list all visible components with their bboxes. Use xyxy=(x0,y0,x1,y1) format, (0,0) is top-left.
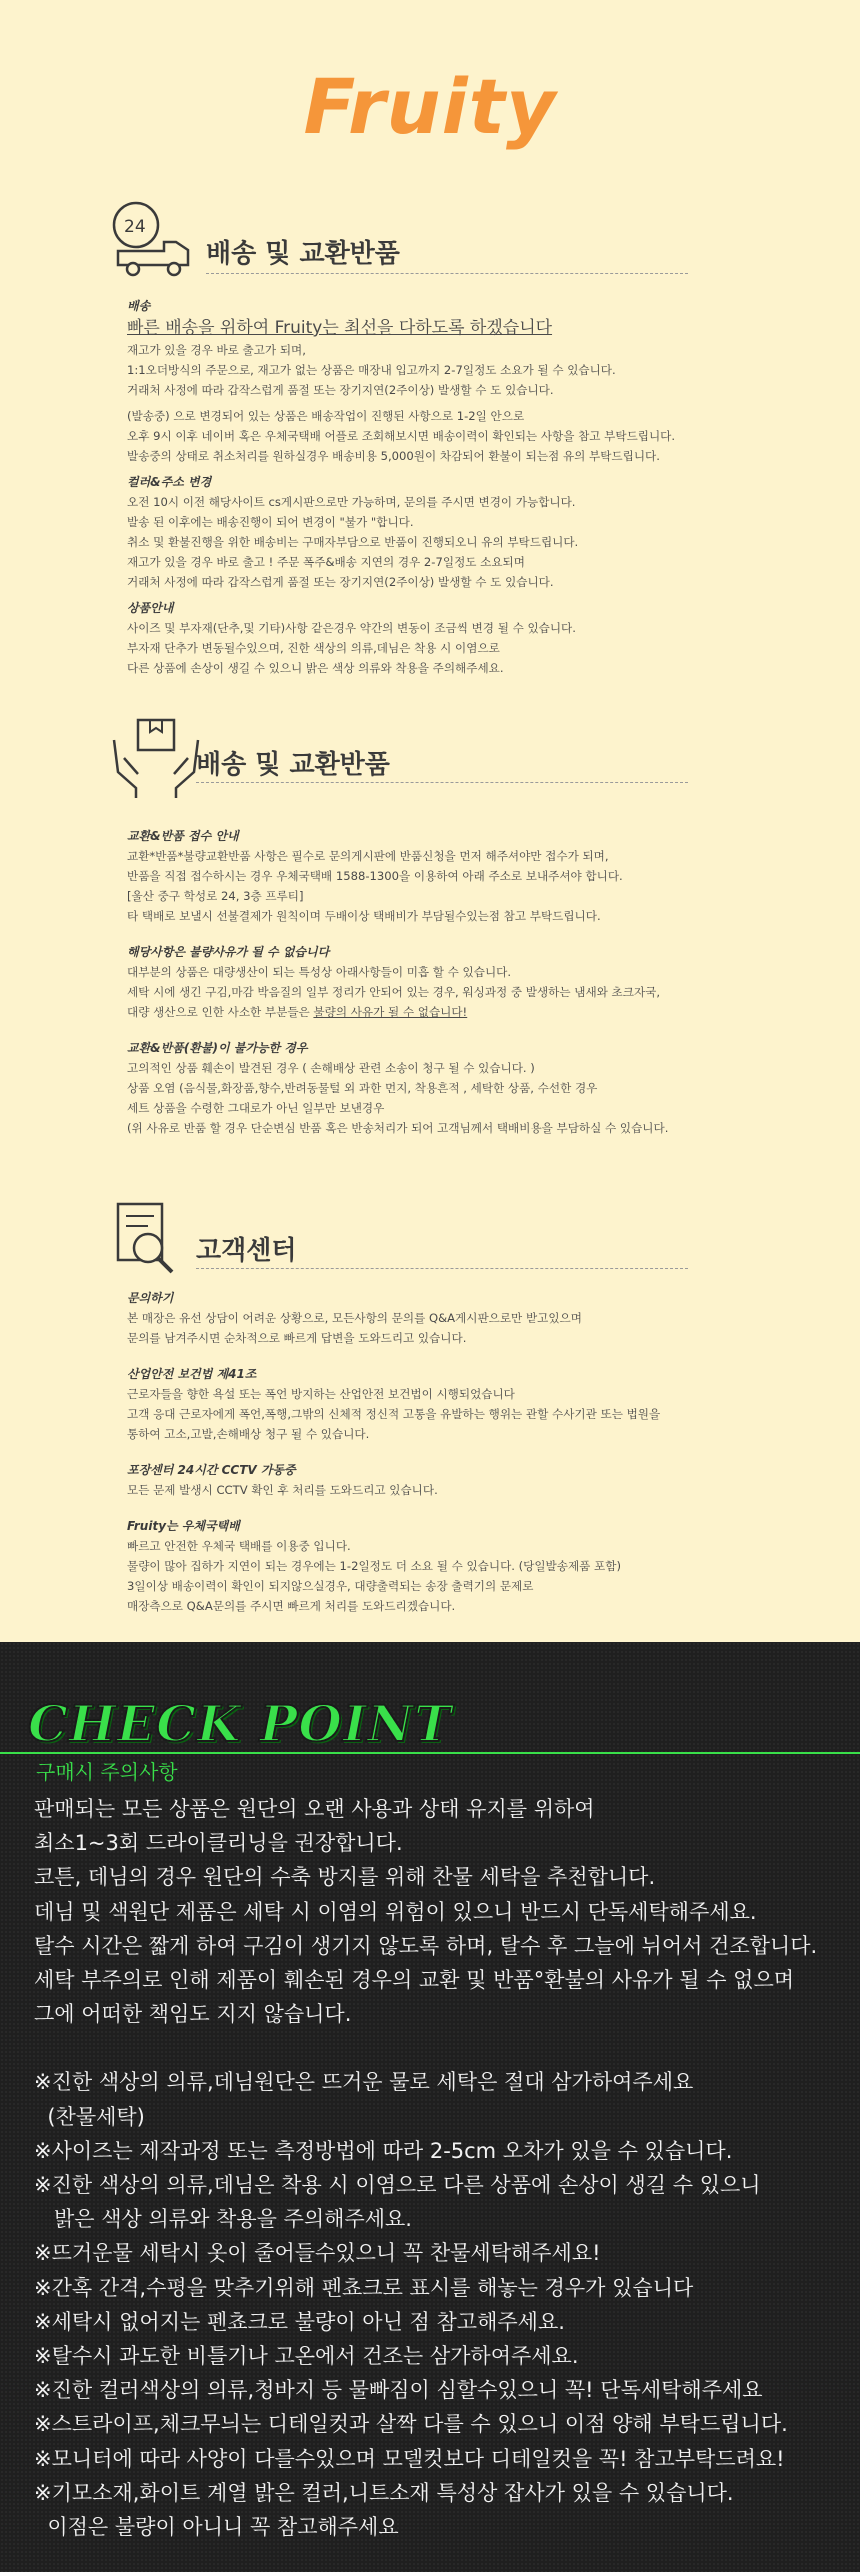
heading-delivery: 배송 xyxy=(127,299,151,313)
text-line: 1:1오더방식의 주문으로, 재고가 없는 상품은 매장내 입고까지 2-7일정도 소요가 될 수 있습니다. xyxy=(127,363,616,377)
dashed-divider xyxy=(196,782,688,783)
customer-center-block xyxy=(127,1282,747,1616)
care-line: 탈수 시간은 짧게 하여 구김이 생기지 않도록 하며, 탈수 후 그늘에 뉘어서 건조합니다. xyxy=(34,1933,818,1958)
notice-line: ※간혹 간격,수평을 맞추기위해 펜쵸크로 표시를 해놓는 경우가 있습니다 xyxy=(34,2275,694,2300)
text-line: 모든 문제 발생시 CCTV 확인 후 처리를 도와드리고 있습니다. xyxy=(127,1483,438,1497)
heading-color-address: 컬러&주소 변경 xyxy=(127,475,212,489)
text-line: 거래처 사정에 따라 갑작스럽게 품절 또는 장기지연(2주이상) 발생할 수 도 있습니다. xyxy=(127,383,554,397)
heading-not-defect: 해당사항은 불량사유가 될 수 없습니다 xyxy=(127,945,330,959)
text-line: 물량이 많아 집하가 지연이 되는 경우에는 1-2일정도 더 소요 될 수 있습니다. (당일발송제품 포함) xyxy=(127,1559,621,1573)
text-line: 교환*반품*불량교환반품 사항은 필수로 문의게시판에 반품신청을 먼저 해주셔야만 접수가 되며, xyxy=(127,849,609,863)
return-address: [울산 중구 학성로 24, 3층 프루티] xyxy=(127,889,304,903)
text-line: 고의적인 상품 훼손이 발견된 경우 ( 손해배상 관련 소송이 청구 될 수 있습니다. ) xyxy=(127,1061,535,1075)
section-header-customer-center xyxy=(108,1198,688,1294)
care-line: 세탁 부주의로 인해 제품이 훼손된 경우의 교환 및 반품°환불의 사유가 될 수 없으며 xyxy=(34,1968,795,1993)
notice-line: ※뜨거운물 세탁시 옷이 줄어들수있으니 꼭 찬물세탁해주세요! xyxy=(34,2241,601,2266)
text-segment: 대량 생산으로 인한 사소한 부분들은 xyxy=(127,1005,314,1019)
section-title: 고객센터 xyxy=(196,1236,297,1266)
text-line: 매장측으로 Q&A문의를 주시면 빠르게 처리를 도와드리겠습니다. xyxy=(127,1599,456,1613)
notice-line: ※세탁시 없어지는 펜쵸크로 불량이 아닌 점 참고해주세요. xyxy=(34,2309,565,2334)
text-line: 세탁 시에 생긴 구김,마감 박음질의 일부 정리가 안되어 있는 경우, 워싱과정 중 발생하는 냄새와 초크자국, xyxy=(127,985,661,999)
text-line: 취소 및 환불진행을 위한 배송비는 구매자부담으로 반품이 진행되오니 유의 부탁드립니다. xyxy=(127,535,579,549)
care-line: 최소1~3회 드라이클리닝을 권장합니다. xyxy=(34,1831,403,1856)
dashed-divider xyxy=(196,1268,688,1269)
checkpoint-body xyxy=(34,1792,854,2544)
text-line: 부자재 단추가 변동될수있으며, 진한 색상의 의류,데님은 착용 시 이염으로 xyxy=(127,641,500,655)
text-line: 3일이상 배송이력이 확인이 되지않으실경우, 대량출력되는 송장 출력기의 문제로 xyxy=(127,1579,534,1593)
care-line: 코튼, 데님의 경우 원단의 수축 방지를 위해 찬물 세탁을 추천합니다. xyxy=(34,1865,656,1890)
heading-exchange-receipt: 교환&반품 접수 안내 xyxy=(127,829,239,843)
text-line: 오전 10시 이전 해당사이트 cs게시판으로만 가능하며, 문의를 주시면 변경이 가능합니다. xyxy=(127,495,576,509)
section-header-exchange xyxy=(108,712,688,808)
text-line: 본 매장은 유선 상담이 어려운 상황으로, 모든사항의 문의를 Q&A게시판으로만 받고있으며 xyxy=(127,1311,582,1325)
brand-logo: Fruity xyxy=(303,62,557,151)
text-line: 근로자들을 향한 욕설 또는 폭언 방지하는 산업안전 보건법이 시행되었습니다 xyxy=(127,1387,515,1401)
text-line: 다른 상품에 손상이 생길 수 있으니 밝은 색상 의류와 착용을 주의해주세요. xyxy=(127,661,504,675)
section-title: 배송 및 교환반품 xyxy=(196,750,390,780)
text-line: 발송중의 상태로 취소처리를 원하실경우 배송비용 5,000원이 차감되어 환불이 되는점 유의 부탁드립니다. xyxy=(127,449,660,463)
dashed-divider xyxy=(206,273,688,274)
exchange-info-block xyxy=(127,820,747,1138)
notice-line: ※사이즈는 제작과정 또는 측정방법에 따라 2-5cm 오차가 있을 수 있습니다. xyxy=(34,2138,733,2163)
text-line: (발송중) 으로 변경되어 있는 상품은 배송작업이 진행된 사항으로 1-2일 안으로 xyxy=(127,409,525,423)
text-line: 오후 9시 이후 네이버 혹은 우체국택배 어플로 조회해보시면 배송이력이 확인되는 사항을 참고 부탁드립니다. xyxy=(127,429,676,443)
notice-line: ※진한 컬러색상의 의류,청바지 등 물빠짐이 심할수있으니 꼭! 단독세탁해주세요 xyxy=(34,2378,763,2403)
text-line xyxy=(127,1002,747,1022)
section-title: 배송 및 교환반품 xyxy=(206,239,400,269)
notice-line: ※진한 색상의 의류,데님은 착용 시 이염으로 다른 상품에 손상이 생길 수 있으니 xyxy=(34,2173,761,2198)
text-line: 타 택배로 보낼시 선불결제가 원칙이며 두배이상 택배비가 부담될수있는점 참고 부탁드립니다. xyxy=(127,909,601,923)
text-line: 세트 상품을 수령한 그대로가 아닌 일부만 보낸경우 xyxy=(127,1101,385,1115)
text-line: 고객 응대 근로자에게 폭언,폭행,그밖의 신체적 정신적 고통을 유발하는 행위는 관할 수사기관 또는 법원을 xyxy=(127,1407,661,1421)
text-line: 통하여 고소,고발,손해배상 청구 될 수 있습니다. xyxy=(127,1427,370,1441)
care-line: 그에 어떠한 책임도 지지 않습니다. xyxy=(34,2002,352,2027)
heading-cctv: 포장센터 24시간 CCTV 가동중 xyxy=(127,1463,296,1477)
notice-line: ※진한 색상의 의류,데님원단은 뜨거운 물로 세탁은 절대 삼가하여주세요 xyxy=(34,2070,694,2095)
section-header-delivery xyxy=(108,195,688,291)
notice-line: (찬물세탁) xyxy=(34,2104,145,2129)
checkpoint-panel xyxy=(0,1642,860,2572)
text-line: 반품을 직접 접수하시는 경우 우체국택배 1588-1300을 이용하여 아래 주소로 보내주셔야 합니다. xyxy=(127,869,623,883)
text-line: (위 사유로 반품 할 경우 단순변심 반품 혹은 반송처리가 되어 고객님께서 택배비용을 부담하실 수 있습니다. xyxy=(127,1121,669,1135)
checkpoint-title: CHECK POINT xyxy=(28,1694,453,1753)
notice-line: 밝은 색상 의류와 착용을 주의해주세요. xyxy=(34,2207,412,2232)
care-line: 판매되는 모든 상품은 원단의 오랜 사용과 상태 유지를 위하여 xyxy=(34,1797,595,1821)
notice-line: ※탈수시 과도한 비틀기나 고온에서 건조는 삼가하여주세요. xyxy=(34,2344,579,2369)
care-line: 데님 및 색원단 제품은 세탁 시 이염의 위험이 있으니 반드시 단독세탁해주세요. xyxy=(34,1899,757,1924)
text-line: 빠르고 안전한 우체국 택배를 이용중 입니다. xyxy=(127,1539,351,1553)
text-line: 대부분의 상품은 대량생산이 되는 특성상 아래사항들이 미흡 할 수 있습니다. xyxy=(127,965,512,979)
hands-box-icon xyxy=(108,712,204,802)
notice-line: ※스트라이프,체크무늬는 디테일컷과 살짝 다를 수 있으니 이점 양해 부탁드립니다. xyxy=(34,2412,788,2437)
text-line: 재고가 있을 경우 바로 출고가 되며, xyxy=(127,343,306,357)
text-line: 상품 오염 (음식물,화장품,향수,반려동물털 외 과한 먼지, 착용흔적 , 세탁한 상품, 수선한 경우 xyxy=(127,1081,598,1095)
text-line: 문의를 남겨주시면 순차적으로 빠르게 답변을 도와드리고 있습니다. xyxy=(127,1331,467,1345)
heading-inquiry: 문의하기 xyxy=(127,1291,174,1305)
text-line: 사이즈 및 부자재(단추,및 기타)사항 같은경우 약간의 변동이 조금씩 변경 될 수 있습니다. xyxy=(127,621,576,635)
text-emphasis: 불량의 사유가 될 수 없습니다! xyxy=(313,1005,468,1019)
svg-text:24: 24 xyxy=(124,217,146,237)
text-line: 거래처 사정에 따라 갑작스럽게 품절 또는 장기지연(2주이상) 발생할 수 도 있습니다. xyxy=(127,575,554,589)
heading-safety-law: 산업안전 보건법 제41조 xyxy=(127,1367,257,1381)
delivery-promise: 빠른 배송을 위하여 Fruity는 최선을 다하도록 하겠습니다 xyxy=(127,318,553,338)
search-document-icon xyxy=(108,1198,204,1288)
checkpoint-subtitle: 구매시 주의사항 xyxy=(36,1760,178,1784)
heading-post-courier: Fruity는 우체국택배 xyxy=(127,1519,240,1533)
checkpoint-divider xyxy=(0,1752,860,1754)
notice-line: ※기모소재,화이트 계열 밝은 컬러,니트소재 특성상 잡사가 있을 수 있습니다. xyxy=(34,2480,734,2505)
text-line: 재고가 있을 경우 바로 출고 ! 주문 폭주&배송 지연의 경우 2-7일정도 소요되며 xyxy=(127,555,525,569)
notice-line: 이점은 불량이 아니니 꼭 참고해주세요 xyxy=(34,2515,399,2540)
heading-no-refund: 교환&반품(환불)이 불가능한 경우 xyxy=(127,1041,308,1055)
heading-product-info: 상품안내 xyxy=(127,601,174,615)
delivery-truck-24-icon xyxy=(108,195,204,285)
delivery-info-block xyxy=(127,290,747,678)
text-line: 발송 된 이후에는 배송진행이 되어 변경이 "불가 "합니다. xyxy=(127,515,414,529)
notice-line: ※모니터에 따라 사양이 다를수있으며 모델컷보다 디테일컷을 꼭! 참고부탁드려요! xyxy=(34,2446,785,2471)
